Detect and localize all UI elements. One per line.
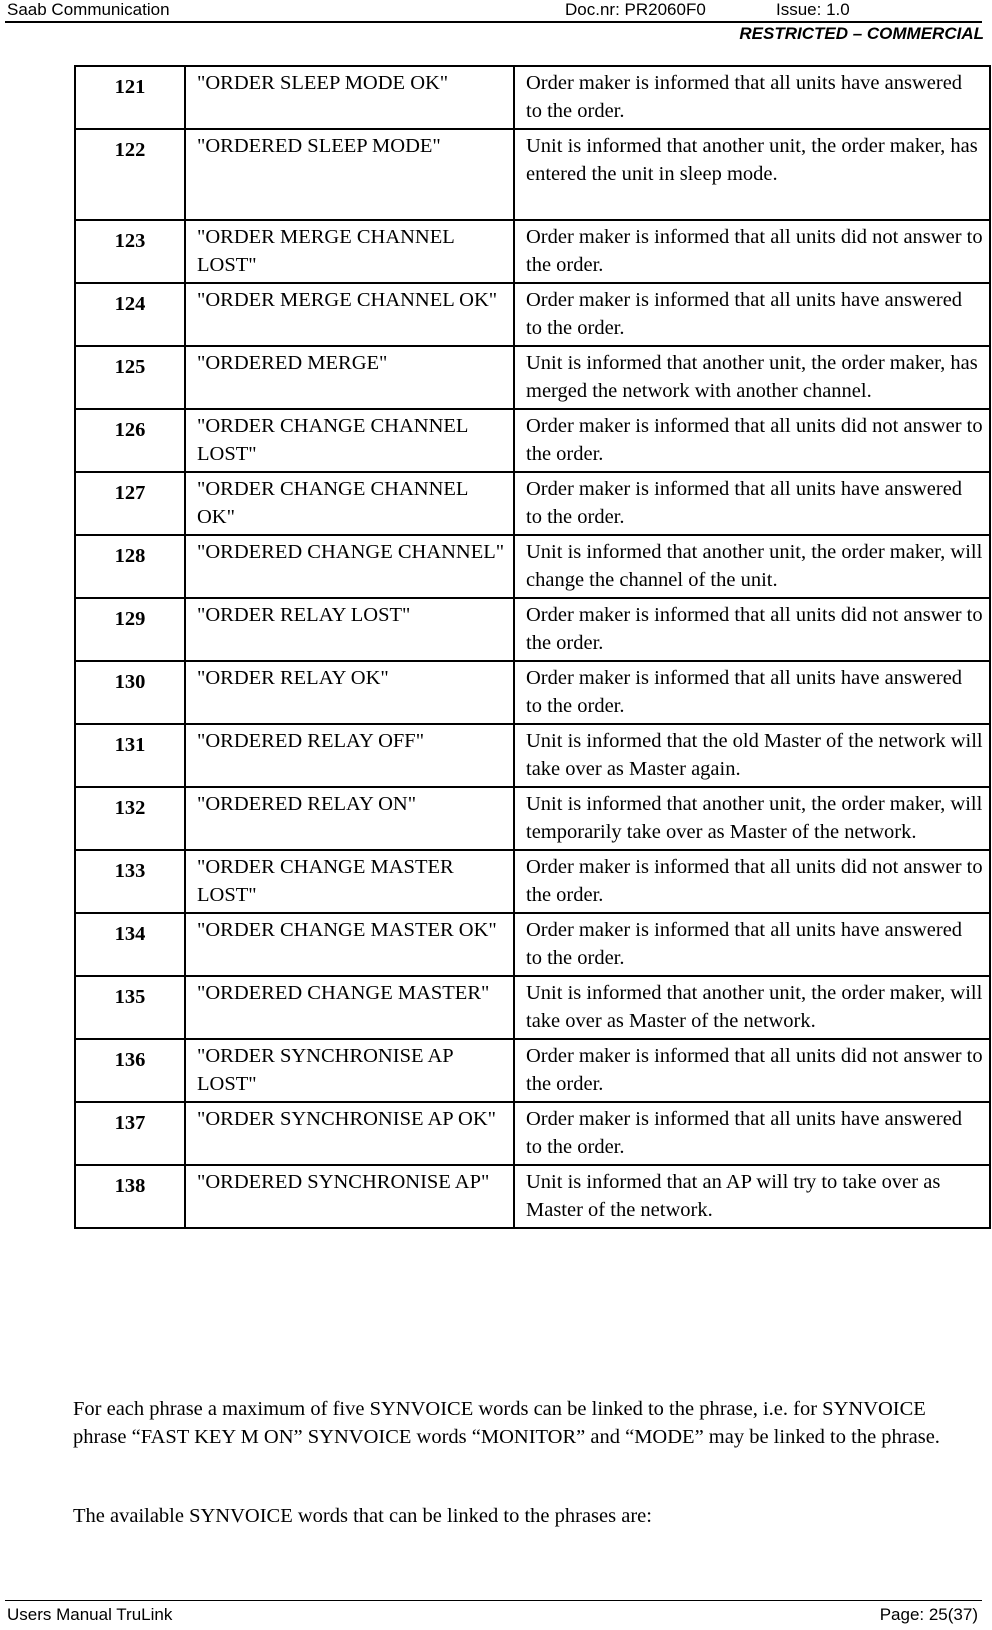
message-number: 136 bbox=[75, 1039, 185, 1102]
message-description: Unit is informed that another unit, the order maker, will temporarily take over as Master of the network. bbox=[514, 787, 990, 850]
message-description: Order maker is informed that all units have answered to the order. bbox=[514, 661, 990, 724]
table-row bbox=[75, 976, 990, 1039]
table-row bbox=[75, 283, 990, 346]
message-description: Order maker is informed that all units did not answer to the order. bbox=[514, 220, 990, 283]
message-number: 130 bbox=[75, 661, 185, 724]
message-number: 126 bbox=[75, 409, 185, 472]
message-description: Order maker is informed that all units did not answer to the order. bbox=[514, 409, 990, 472]
table-row bbox=[75, 66, 990, 129]
message-phrase: "ORDERED MERGE" bbox=[185, 346, 514, 409]
message-number: 128 bbox=[75, 535, 185, 598]
message-description: Order maker is informed that all units did not answer to the order. bbox=[514, 1039, 990, 1102]
table-row bbox=[75, 129, 990, 220]
message-description: Order maker is informed that all units did not answer to the order. bbox=[514, 598, 990, 661]
message-table bbox=[74, 65, 991, 1229]
table-row bbox=[75, 472, 990, 535]
message-phrase: "ORDER SYNCHRONISE AP LOST" bbox=[185, 1039, 514, 1102]
message-phrase: "ORDER MERGE CHANNEL OK" bbox=[185, 283, 514, 346]
message-number: 132 bbox=[75, 787, 185, 850]
message-number: 124 bbox=[75, 283, 185, 346]
message-number: 137 bbox=[75, 1102, 185, 1165]
message-phrase: "ORDERED RELAY OFF" bbox=[185, 724, 514, 787]
message-number: 138 bbox=[75, 1165, 185, 1228]
footer-manual-title: Users Manual TruLink bbox=[7, 1605, 173, 1624]
message-number: 121 bbox=[75, 66, 185, 129]
footer-divider bbox=[5, 1600, 982, 1601]
message-number: 134 bbox=[75, 913, 185, 976]
message-description: Order maker is informed that all units have answered to the order. bbox=[514, 1102, 990, 1165]
message-number: 123 bbox=[75, 220, 185, 283]
message-phrase: "ORDER SYNCHRONISE AP OK" bbox=[185, 1102, 514, 1165]
header-divider bbox=[5, 21, 982, 23]
table-row bbox=[75, 913, 990, 976]
message-number: 125 bbox=[75, 346, 185, 409]
message-description: Unit is informed that another unit, the order maker, will change the channel of the unit. bbox=[514, 535, 990, 598]
message-number: 131 bbox=[75, 724, 185, 787]
message-description: Unit is informed that the old Master of the network will take over as Master again. bbox=[514, 724, 990, 787]
table-row bbox=[75, 1165, 990, 1228]
message-description: Unit is informed that an AP will try to take over as Master of the network. bbox=[514, 1165, 990, 1228]
message-phrase: "ORDERED SYNCHRONISE AP" bbox=[185, 1165, 514, 1228]
message-phrase: "ORDERED CHANGE CHANNEL" bbox=[185, 535, 514, 598]
table-row bbox=[75, 346, 990, 409]
message-description: Order maker is informed that all units did not answer to the order. bbox=[514, 850, 990, 913]
message-phrase: "ORDER MERGE CHANNEL LOST" bbox=[185, 220, 514, 283]
message-number: 127 bbox=[75, 472, 185, 535]
message-phrase: "ORDERED RELAY ON" bbox=[185, 787, 514, 850]
message-phrase: "ORDER SLEEP MODE OK" bbox=[185, 66, 514, 129]
message-number: 133 bbox=[75, 850, 185, 913]
header-doc-number: Doc.nr: PR2060F0 bbox=[565, 0, 706, 19]
header-issue: Issue: 1.0 bbox=[776, 0, 850, 19]
table-row bbox=[75, 598, 990, 661]
table-row bbox=[75, 220, 990, 283]
message-description: Order maker is informed that all units have answered to the order. bbox=[514, 472, 990, 535]
table-row bbox=[75, 724, 990, 787]
table-row bbox=[75, 1039, 990, 1102]
message-phrase: "ORDER RELAY LOST" bbox=[185, 598, 514, 661]
message-table-body bbox=[75, 66, 990, 1228]
table-row bbox=[75, 409, 990, 472]
table-row bbox=[75, 787, 990, 850]
message-phrase: "ORDER CHANGE CHANNEL OK" bbox=[185, 472, 514, 535]
message-phrase: "ORDER CHANGE CHANNEL LOST" bbox=[185, 409, 514, 472]
message-number: 135 bbox=[75, 976, 185, 1039]
message-description: Order maker is informed that all units have answered to the order. bbox=[514, 283, 990, 346]
table-row bbox=[75, 850, 990, 913]
message-description: Unit is informed that another unit, the order maker, has merged the network with another channel. bbox=[514, 346, 990, 409]
message-description: Order maker is informed that all units have answered to the order. bbox=[514, 66, 990, 129]
footer-page-number: Page: 25(37) bbox=[879, 1605, 978, 1624]
message-phrase: "ORDER CHANGE MASTER OK" bbox=[185, 913, 514, 976]
message-description: Unit is informed that another unit, the order maker, will take over as Master of the network. bbox=[514, 976, 990, 1039]
message-description: Order maker is informed that all units have answered to the order. bbox=[514, 913, 990, 976]
message-number: 129 bbox=[75, 598, 185, 661]
header-company: Saab Communication bbox=[7, 0, 170, 19]
body-paragraph-synvoice-words: For each phrase a maximum of five SYNVOICE words can be linked to the phrase, i.e. for SYNVOICE phrase “FAST KEY M ON” SYNVOICE words “MONITOR” and “MODE” may be linked to the phrase. bbox=[73, 1398, 940, 1448]
table-row bbox=[75, 535, 990, 598]
message-phrase: "ORDERED CHANGE MASTER" bbox=[185, 976, 514, 1039]
body-paragraph-available-words: The available SYNVOICE words that can be linked to the phrases are: bbox=[73, 1505, 652, 1527]
header-classification: RESTRICTED – COMMERCIAL bbox=[739, 24, 984, 43]
message-description: Unit is informed that another unit, the order maker, has entered the unit in sleep mode. bbox=[514, 129, 990, 220]
message-phrase: "ORDERED SLEEP MODE" bbox=[185, 129, 514, 220]
table-row bbox=[75, 661, 990, 724]
message-phrase: "ORDER CHANGE MASTER LOST" bbox=[185, 850, 514, 913]
table-row bbox=[75, 1102, 990, 1165]
message-phrase: "ORDER RELAY OK" bbox=[185, 661, 514, 724]
message-number: 122 bbox=[75, 129, 185, 220]
